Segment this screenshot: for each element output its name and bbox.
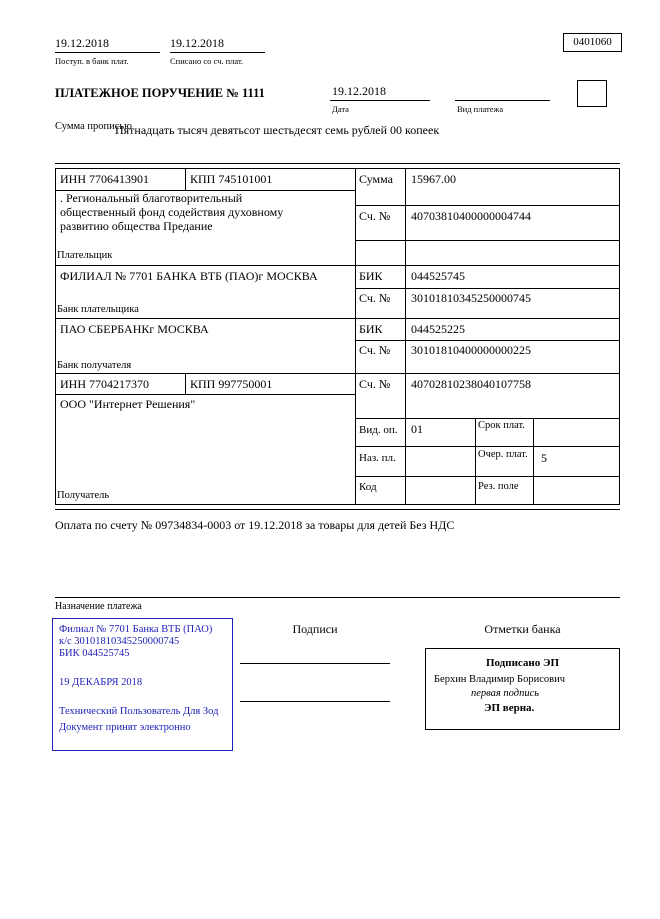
payee-bank-bik-label: БИК bbox=[359, 322, 383, 336]
doc-date-label: Дата bbox=[332, 104, 349, 114]
divider bbox=[455, 100, 550, 101]
divider bbox=[355, 205, 620, 206]
sum-value: 15967.00 bbox=[411, 172, 456, 186]
payer-account-label: Сч. № bbox=[359, 209, 391, 223]
payee-name: ООО "Интернет Решения" bbox=[60, 397, 196, 411]
payer-bank-bik: 044525745 bbox=[411, 269, 465, 283]
divider bbox=[330, 100, 430, 101]
divider bbox=[170, 52, 265, 53]
bank-marks-header: Отметки банка bbox=[484, 622, 561, 636]
signature-stamp-box bbox=[425, 648, 620, 730]
ep-valid-label: ЭП верна. bbox=[484, 702, 535, 714]
payee-bank-account: 30101810400000000225 bbox=[411, 343, 531, 357]
purpose-code-label: Наз. пл. bbox=[359, 452, 396, 464]
payer-inn: ИНН 7706413901 bbox=[60, 172, 149, 186]
divider bbox=[475, 418, 476, 505]
reserve-field-label: Рез. поле bbox=[478, 481, 519, 492]
payer-section-label: Плательщик bbox=[57, 250, 113, 261]
priority-label: Очер. плат. bbox=[478, 449, 528, 460]
divider bbox=[355, 418, 620, 419]
stamp-bik: БИК 044525745 bbox=[59, 648, 130, 659]
debited-date: 19.12.2018 bbox=[170, 36, 224, 50]
payee-account: 40702810238040107758 bbox=[411, 377, 531, 391]
stamp-date: 19 ДЕКАБРЯ 2018 bbox=[59, 677, 143, 688]
sum-label: Сумма bbox=[359, 172, 393, 186]
op-type-value: 01 bbox=[411, 422, 423, 436]
divider bbox=[405, 168, 406, 505]
stamp-accepted: Документ принят электронно bbox=[59, 722, 191, 733]
divider bbox=[55, 265, 620, 266]
divider bbox=[55, 52, 160, 53]
divider bbox=[185, 168, 186, 190]
payment-type-label: Вид платежа bbox=[457, 104, 504, 114]
divider bbox=[185, 373, 186, 394]
divider bbox=[355, 168, 356, 505]
debited-label: Списано со сч. плат. bbox=[170, 56, 244, 66]
received-date: 19.12.2018 bbox=[55, 36, 109, 50]
stamp-corr-account: к/с 30101810345250000745 bbox=[59, 636, 180, 647]
pay-term-label: Срок плат. bbox=[478, 420, 525, 431]
payee-bank-section-label: Банк получателя bbox=[57, 360, 132, 371]
code-label: Код bbox=[359, 481, 377, 493]
signature-line-1 bbox=[240, 663, 390, 664]
payee-section-label: Получатель bbox=[57, 490, 110, 501]
first-signature-label: первая подпись bbox=[471, 688, 540, 699]
signed-ep-label: Подписано ЭП bbox=[485, 657, 560, 669]
payee-bank-bik: 044525225 bbox=[411, 322, 465, 336]
payer-account: 40703810400000004744 bbox=[411, 209, 531, 223]
payer-name: . Региональный благотворительный общественный фонд содействия духовному развитию общества Предание bbox=[60, 191, 284, 233]
payee-kpp: КПП 997750001 bbox=[190, 377, 273, 391]
payee-account-label: Сч. № bbox=[359, 377, 391, 391]
divider bbox=[55, 318, 620, 319]
divider bbox=[55, 373, 620, 374]
priority-value: 5 bbox=[541, 451, 547, 465]
purpose-text: Оплата по счету № 09734834-0003 от 19.12.2018 за товары для детей Без НДС bbox=[55, 518, 455, 532]
received-label: Поступ. в банк плат. bbox=[55, 56, 129, 66]
amount-words-label: Сумма прописью bbox=[55, 121, 133, 132]
doc-title: ПЛАТЕЖНОЕ ПОРУЧЕНИЕ № 1111 bbox=[55, 86, 265, 100]
divider bbox=[55, 509, 620, 510]
payment-type-box bbox=[577, 80, 607, 107]
purpose-label: Назначение платежа bbox=[55, 601, 142, 612]
payer-kpp: КПП 745101001 bbox=[190, 172, 273, 186]
signature-line-2 bbox=[240, 701, 390, 702]
signer-name: Берхин Владимир Борисович bbox=[434, 674, 565, 685]
divider bbox=[355, 288, 620, 289]
payee-bank-account-label: Сч. № bbox=[359, 343, 391, 357]
divider bbox=[355, 446, 620, 447]
divider bbox=[533, 418, 534, 505]
payer-bank-section-label: Банк плательщика bbox=[57, 304, 139, 315]
stamp-bank-name: Филиал № 7701 Банка ВТБ (ПАО) bbox=[59, 624, 213, 635]
divider bbox=[55, 597, 620, 598]
divider bbox=[355, 340, 620, 341]
signatures-header: Подписи bbox=[292, 622, 338, 636]
payee-inn: ИНН 7704217370 bbox=[60, 377, 149, 391]
stamp-user: Технический Пользователь Для Зод bbox=[59, 706, 219, 717]
divider bbox=[355, 240, 620, 241]
form-code: 0401060 bbox=[573, 36, 612, 48]
form-code-box bbox=[563, 33, 622, 52]
payee-bank-name: ПАО СБЕРБАНКг МОСКВА bbox=[60, 322, 209, 336]
op-type-label: Вид. оп. bbox=[359, 424, 398, 436]
payer-bank-account: 30101810345250000745 bbox=[411, 291, 531, 305]
divider bbox=[355, 476, 620, 477]
payer-bank-account-label: Сч. № bbox=[359, 291, 391, 305]
doc-date: 19.12.2018 bbox=[332, 84, 386, 98]
divider bbox=[55, 163, 620, 164]
amount-words: Пятнадцать тысяч девятьсот шестьдесят семь рублей 00 копеек bbox=[115, 123, 440, 137]
divider bbox=[55, 394, 355, 395]
bank-acceptance-stamp bbox=[52, 618, 233, 751]
payer-bank-name: ФИЛИАЛ № 7701 БАНКА ВТБ (ПАО)г МОСКВА bbox=[60, 269, 318, 283]
payer-bank-bik-label: БИК bbox=[359, 269, 383, 283]
